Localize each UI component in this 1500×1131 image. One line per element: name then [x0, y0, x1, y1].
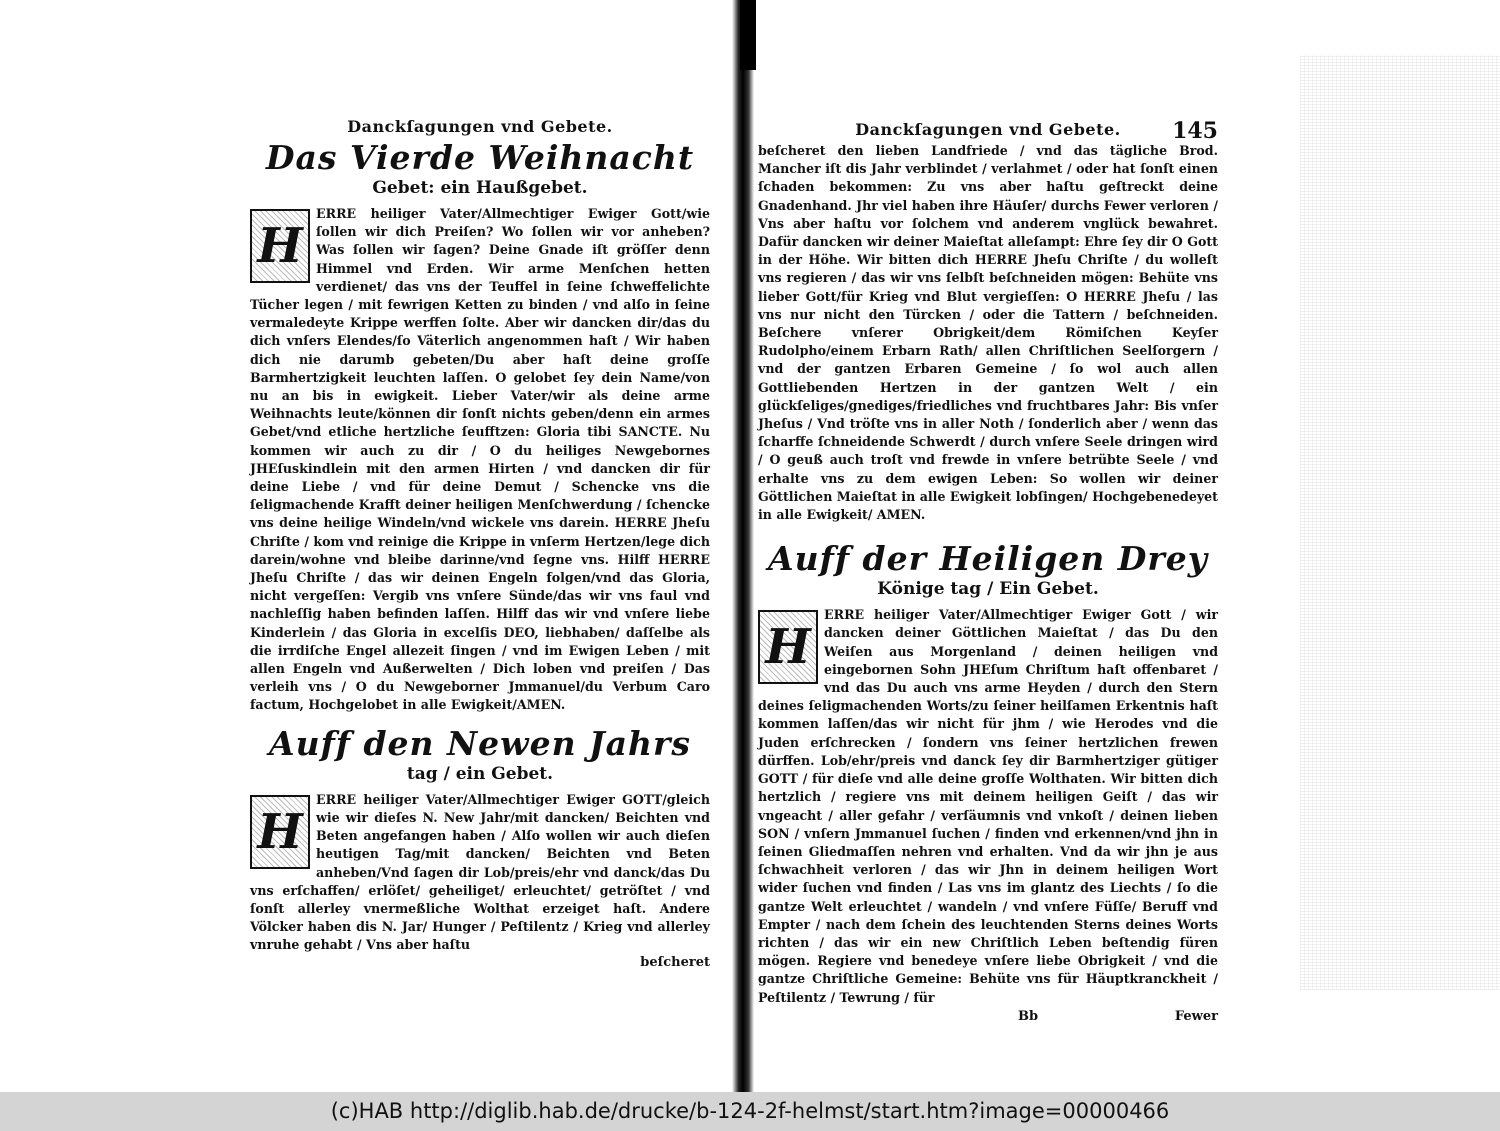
page-number: 145 [1172, 118, 1218, 144]
decorated-initial: H [250, 209, 310, 283]
right-page [758, 118, 1218, 1024]
section-title-newjahr: Auff den Newen Jahrs [268, 723, 692, 763]
prayer-text-continued: beſcheret den lieben Landfriede / vnd das tägliche Brod. Mancher iſt dis Jahr verblindet / verlahmet / oder hat ſonſt einen ſchaden bekommen: Zu vns aber haſtu geſtreckt deine Gnadenhand. Jhr viel haben ihre Häuſer/ durchs Fewer verloren / Vns aber haſtu vor ſolchem vnd anderem vnglück bewahret. Dafür dancken wir deiner Maieſtat alleſampt: Ehre ſey dir O Gott in der Höhe. Wir bitten dich HERRE Jheſu Chriſte / du wolleſt vns regieren / das wir vns ſelbſt beſchneiden mögen: Behüte vns lieber Gott/für Krieg vnd Blut vergieſſen: O HERRE Jheſu / las vns nur nicht den Türcken / oder die Tattern / beſchneiden. Beſchere vnſerer Obrigkeit/dem Römiſchen Keyſer Rudolpho/einem Erbarn Rath/ allen Chriſtlichen Seelſorgern / vnd der gantzen Erbaren Gemeine / ſo wol auch allen Gottliebenden Hertzen in der gantzen Welt / ein glückſeliges/gnediges/friedliches vnd fruchtbares Jahr: Bis vnſer Jheſus / Vnd tröſte vns in aller Noth / ſonderlich aber / wenn das ſcharffe ſchneidende Schwerdt / durch vnſere Seele dringen wird / O geuß auch troſt vnd frewde in vnſere betrübte Seele / vnd erhalte vns zu dem ewigen Leben: So wollen wir deiner Göttlichen Maieſtat in alle Ewigkeit lobſingen/ Hochgebenedeyet in alle Ewigkeit/ AMEN. [758, 143, 1218, 523]
section-subtitle-newjahr: tag / ein Gebet. [406, 763, 554, 784]
prayer-text-dreikoenige: ERRE heiliger Vater/Allmechtiger Ewiger Gott / wir dancken deiner Göttlichen Maieſtat / das Du den Weiſen aus Morgenland / deinen heiligen vnd eingebornen Sohn JHEſum Chriſtum haſt offenbaret / vnd das Du auch vns arme Heyden / durch den Stern deines ſeligmachenden Worts/zu ſeiner heilſamen Erkentnis haſt kommen laſſen/das wir nicht für jhm / wie Herodes vnd die Juden erſchrecken / ſondern vns ſeiner hertzlichen frewen dürffen. Lob/ehr/preis vnd danck ſey dir Barmhertziger gütiger GOTT / für dieſe vnd alle deine groſſe Wolthaten. Wir bitten dich hertzlich / regiere vns mit deinem heiligen Geiſt / das wir vngeacht / aller gefahr / verſäumnis vnd vnkoſt / deinen lieben SON / vnſern Jmmanuel ſuchen / finden vnd erkennen/vnd jhn in ſeinen Gliedmaſſen nehren vnd erhalten. Vnd da wir jhn je aus ſchwachheit verloren / das wir Jhn in deinem heiligen Wort wider ſuchen vnd finden / Las vns im glantz des Liechts / ſo die gantze Welt erleuchtet / wandeln / vnd vnſere Füſſe/ Beruff vnd Empter / nach dem ſchein des leuchtenden Sterns deines Worts richten / das wir ein new Chriſtlich Leben beſtendig füren mögen. Regiere vnd benedeye vnſere liebe Obrigkeit / vnd die gantze Chriſtliche Gemeine: Behüte vns für Häuptkranckheit / Peſtilentz / Tewrung / für [758, 607, 1218, 1005]
page-edge-texture [1300, 55, 1500, 990]
copyright-footer: (c)HAB http://diglib.hab.de/drucke/b-124-2f-helmst/start.htm?image=00000466 [0, 1092, 1500, 1131]
catchword-left: beſcheret [640, 954, 710, 970]
gutter-shadow [732, 0, 754, 1092]
section-title-dreikoenige: Auff der Heiligen Drey [768, 539, 1208, 579]
catchword-right: Fewer [1174, 1008, 1218, 1024]
decorated-initial: H [758, 610, 818, 684]
running-head-right: Danckſagungen vnd Gebete. [855, 120, 1121, 139]
gutter-top-shadow [740, 0, 756, 70]
prayer-text-newjahr: ERRE heiliger Vater/Allmechtiger Ewiger GOTT/gleich wie wir dieſes N. New Jahr/mit dancken/ Beichten vnd Beten angefangen haben / Alſo wollen wir auch dieſen heutigen Tag/mit dancken/ Beichten vnd Beten anheben/Vnd ſagen dir Lob/preis/ehr vnd danck/das Du vns erſchaffen/ erlöſet/ geheiliget/ erleuchtet/ getröſtet / vnd ſonſt allerley vnermeßliche Wolthat erzeiget haſt. Andere Völcker haben dis N. Jar/ Hunger / Peſtilentz / Krieg vnd allerley vnruhe gehabt / Vns aber haſtu [250, 791, 710, 953]
signature-mark: Bb [1018, 1008, 1039, 1024]
decorated-initial: H [250, 795, 310, 869]
section-subtitle-dreikoenige: Könige tag / Ein Gebet. [877, 579, 1099, 600]
running-head-left: Danckſagungen vnd Gebete. [347, 117, 613, 136]
prayer-text-weihnacht: ERRE heiliger Vater/Allmechtiger Ewiger Gott/wie ſollen wir dich Preiſen? Wo ſollen wir vor anheben? Was ſollen wir ſagen? Deine Gnade iſt gröſſer denn Himmel vnd Erden. Wir arme Menſchen hetten verdienet/ das vns der Teuffel in ſeine ſchweffelichte Tücher legen / mit fewrigen Ketten zu binden / vnd alſo in ſeine vermaledeyte Krippe werffen ſolte. Aber wir dancken dir/das du dich vnſers Elendes/ſo Väterlich angenommen haſt / Wir haben dich nie darumb gebeten/Du aber haſt deine groſſe Barmhertzigkeit leuchten laſſen. O gelobet ſey dein Name/von nu an bis in ewigkeit. Lieber Vater/wir als deine arme Weihnachts leute/können dir ſonſt nichts geben/denn ein armes Gebet/vnd etliche hertzliche ſeufftzen: Gloria tibi SANCTE. Nu kommen wir auch zu dir / O du heiliges Newgebornes JHEſuskindlein mit den armen Hirten / vnd dancken dir für deine Liebe / vnd für deine Demut / Schencke vns die ſeligmachende Krafft deiner heiligen Menſchwerdung / ſchencke vns deine heilige Windeln/vnd wickele vns darein. HERRE Jheſu Chriſte / kom vnd reinige die Krippe in vnſerm Hertzen/lege dich darein/wohne vnd bleibe darinne/vnd ſegne vns. Hilff HERRE Jheſu Chriſte / das wir deinen Engeln folgen/vnd das Gloria, nicht vergeſſen: Vergib vns vnſere Sünde/das wir vns faul vnd nachleſſig haben befinden laſſen. Hilff das wir vnd vnſere liebe Kinderlein / das Gloria in excelſis DEO, liebhaben/ daſſelbe als die irrdiſche Engel allezeit ſingen / vnd im Ewigen Leben / mit allen Engeln vnd Außerwelten / Dich loben vnd preiſen / Das verleih vns / O du Newgeborner Jmmanuel/du Verbum Caro factum, Hochgelobet in alle Ewigkeit/AMEN. [250, 206, 710, 713]
section-subtitle-weihnacht: Gebet: ein Haußgebet. [372, 178, 588, 198]
page-footer-line [758, 1009, 1218, 1024]
left-page [250, 115, 710, 970]
section-title-weihnacht: Das Vierde Weihnacht [265, 138, 695, 177]
